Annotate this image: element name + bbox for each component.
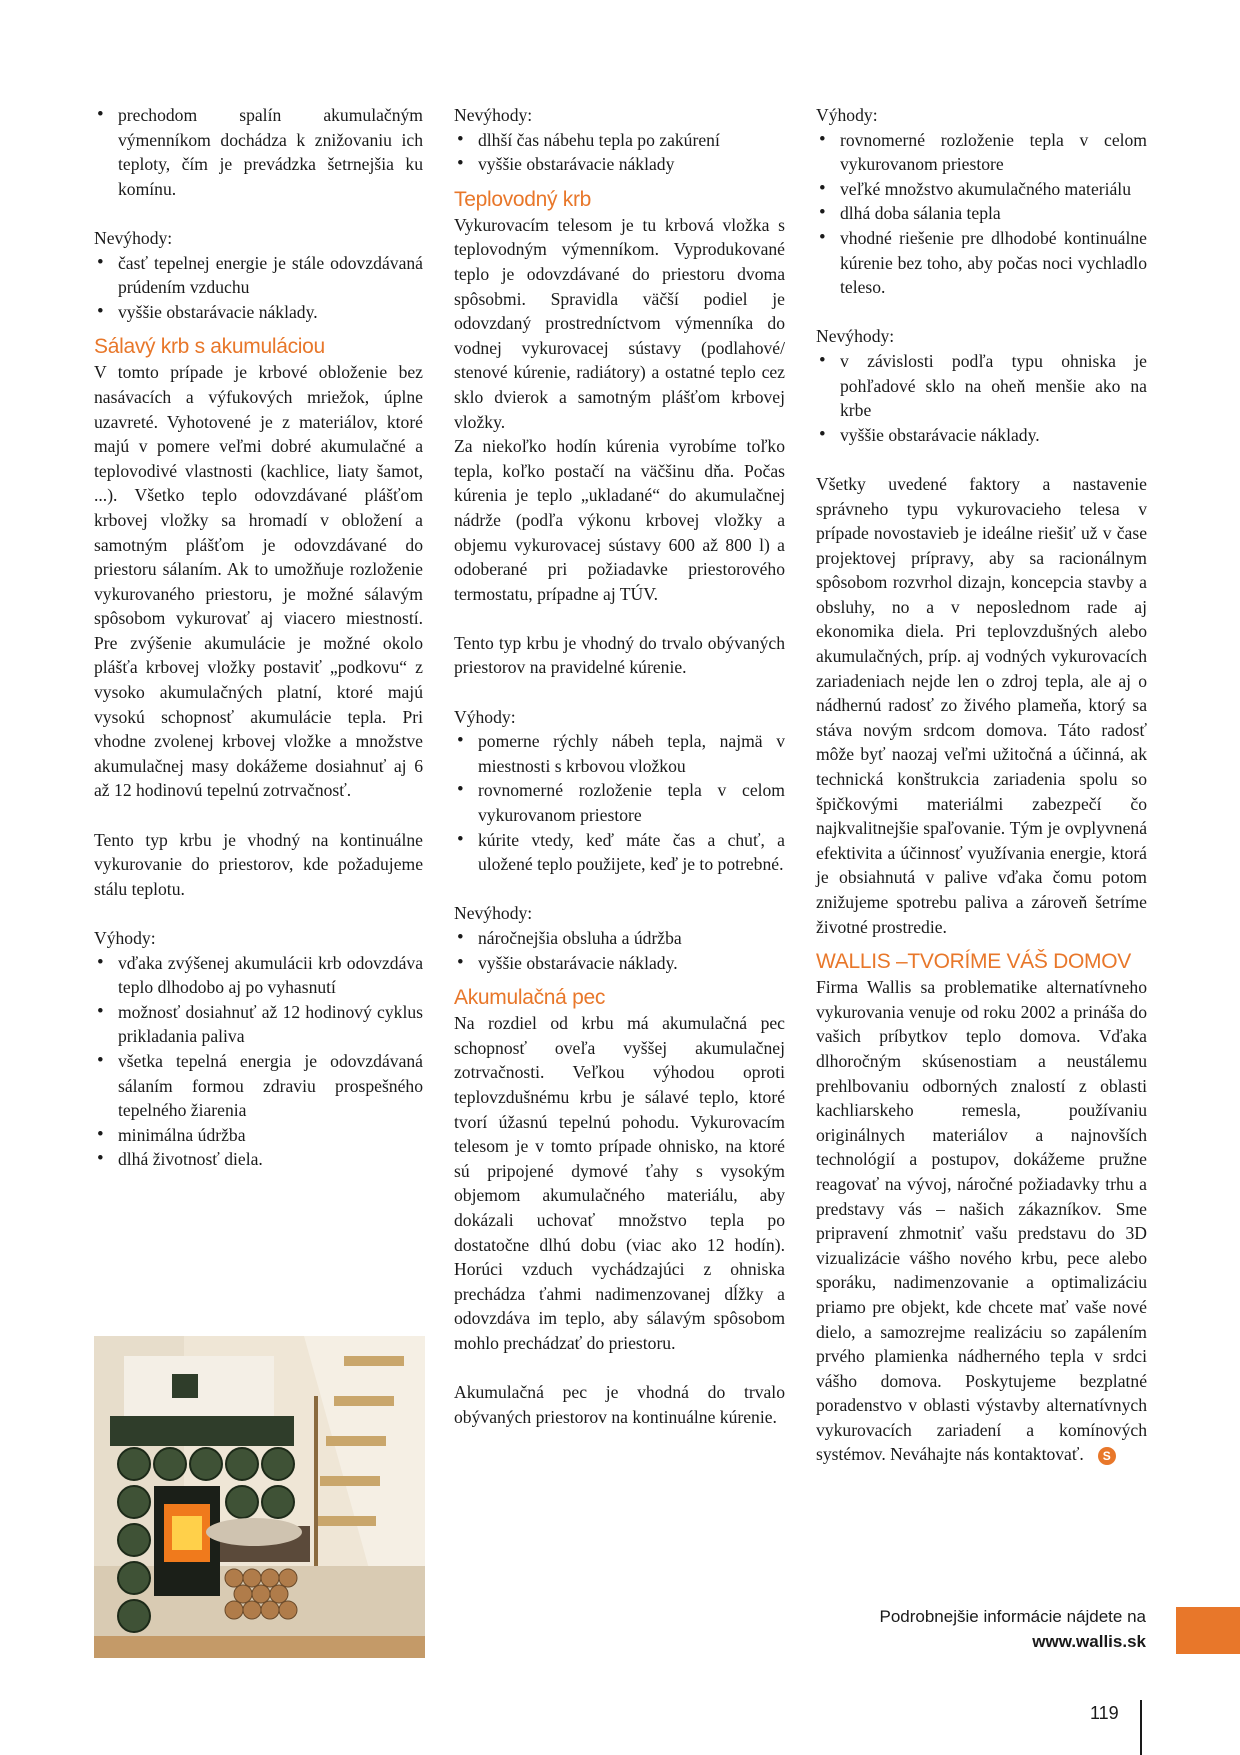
- footer-info: [820, 1604, 1146, 1654]
- nevyhody-list: [816, 349, 1147, 447]
- circle-s-icon: S: [1098, 1447, 1116, 1465]
- body-paragraph: Všetky uvedené faktory a nastavenie správneho typu vykurovacieho telesa v prípade novostavieb je ideálne riešiť už v čase projektovej prípravy, aby sa racionálnym spôsobom rozvrhol dizajn, koncepcia stavby a obsluhy, no a v neposlednom rade aj ekonomika diela. Pri teplovzdušných alebo akumulačných, príp. aj vodných vykurovacích zariadeniach nejde len o zdroj tepla, ale aj o nádhernú radosť zo živého plameňa, ktorý sa stáva novým srdcom domova. Táto radosť môže byť naozaj veľmi užitočná a účinná, ak technická konštrukcia zariadenia spolu so špičkovými materiálmi zabezpečí čo najkvalitnejšie spaľovanie. Tým je ovplyvnená efektivita a účinnosť využívania energie, ktorá je obsiahnutá v palive vďaka čomu potom znižujeme spotrebu paliva a zároveň šetríme životné prostredie.: [816, 473, 1147, 937]
- wallis-text: Firma Wallis sa problematike alternatívneho vykurovania venuje od roku 2002 a prináša do vašich príbytkov teplo domova. Vďaka dlhoročným skúsenostiam a neustálemu prehlbovaniu odborných znalostí z oblasti kachliarskeho remesla, používaniu originálnych materiálov a najnovších technológií a postupov, dokážeme pružne reagovať na vývoj, náročné požiadavky trhu a predstavy vás – našich zákazníkov. Sme pripravení zhmotniť vašu predstavu do 3D vizualizácie vášho nového krbu, pece alebo sporáku, nadimenzovanie a optimalizáciu priamo pre objekt, kde chcete mať vaše nové dielo, a samozrejme realizáciu so zapálením prvého plamienka nádherného tepla v srdci vášho domova. Poskytujeme bezplatné poradenstvo v oblasti výstavby alternatívnych vykurovacích zariadení a komínových systémov. Neváhajte nás kontaktovať.: [816, 977, 1147, 1465]
- body-paragraph: Na rozdiel od krbu má akumulačná pec schopnosť oveľa vyššej akumulačnej zotrvačnosti. Veľkou výhodou oproti teplovzdušnému krbu je sálavé teplo, ktoré tvorí úžasnú tepelnú pohodu. Vykurovacím telesom je v tomto prípade ohnisko, na ktoré sú pripojené dymové ťahy s vysokým objemom akumulačného materiálu, aby dokázali uchovať množstvo tepla po dostatočne dlhú dobu (viac ako 12 hodín). Horúci vzduch vychádzajúci z ohniska prechádza ťahmi nadimenzovanej dĺžky a odovzdáva im teplo, aby sálavým spôsobom mohlo prechádzať do priestoru.: [454, 1013, 785, 1353]
- vyhody-list: [816, 128, 1147, 300]
- section-heading: Sálavý krb s akumuláciou: [94, 335, 325, 359]
- body-paragraph: Vykurovacím telesom je tu krbová vložka s teplovodným výmenníkom. Vyprodukované teplo je odovzdávané do priestoru dvoma spôsobmi. Spravidla väčší podiel je odovzdaný prostredníctvom výmenníka do vodnej vykurovacej sústavy (podlahové/ stenové kúrenie, radiátory) a ostatné teplo cez sklo dvierok a samotným plášťom krbovej vložky.: [454, 214, 785, 432]
- nevyhody-list: [94, 251, 423, 325]
- list-item: • dlhá doba sálania tepla: [816, 201, 1147, 226]
- list-item: • vďaka zvýšenej akumulácii krb odovzdáva teplo dlhodobo aj po vyhasnutí: [94, 951, 423, 1000]
- column-2: [454, 103, 785, 1429]
- list-item: • pomerne rýchly nábeh tepla, najmä v miestnosti s krbovou vložkou: [454, 729, 785, 778]
- body-paragraph: Akumulačná pec je vhodná do trvalo obývaných priestorov na kontinuálne kúrenie.: [454, 1382, 785, 1427]
- nevyhody-label: Nevýhody:: [816, 326, 895, 347]
- vyhody-label: Výhody:: [94, 928, 156, 948]
- vyhody-list: [94, 951, 423, 1172]
- list-item: • možnosť dosiahnuť až 12 hodinový cyklus prikladania paliva: [94, 1000, 423, 1049]
- list-item: • dlhší čas nábehu tepla po zakúrení: [454, 128, 785, 153]
- column-1: [94, 103, 423, 1172]
- list-item: • vyššie obstarávacie náklady.: [454, 951, 785, 976]
- nevyhody-list: [454, 128, 785, 177]
- body-paragraph: [816, 975, 1147, 1467]
- section-heading: WALLIS –TVORÍME VÁŠ DOMOV: [816, 950, 1131, 974]
- section-heading: Akumulačná pec: [454, 986, 606, 1010]
- orange-tab: [1176, 1607, 1240, 1654]
- list-item: • vyššie obstarávacie náklady.: [94, 300, 423, 325]
- list-item: • kúrite vtedy, keď máte čas a chuť, a uložené teplo použijete, keď je to potrebné.: [454, 828, 785, 877]
- list-item: • vhodné riešenie pre dlhodobé kontinuálne kúrenie bez toho, aby počas noci vychladlo teleso.: [816, 226, 1147, 300]
- section-heading: Teplovodný krb: [454, 187, 592, 211]
- body-paragraph: V tomto prípade je krbové obloženie bez nasávacích a výfukových mriežok, úplne uzavreté. Vyhotovené je z materiálov, ktoré majú v pomere veľmi dobré akumulačné a teplovodivé vlastnosti (kachlice, liaty šamot, ...). Všetko teplo odovzdávané plášťom krbovej vložky sa hromadí v obložení a samotným plášťom je odovzdávané do priestoru sálaním. Ak to umožňuje rozloženie vykurovaného priestoru, je možné sálavým spôsobom vykurovať aj viacero miestností. Pre zvýšenie akumulácie je možné okolo plášťa krbovej vložky postaviť „podkovu“ z vysoko akumulačných platní, ktoré majú vysokú schopnosť akumulácie tepla. Pri vhodne zvolenej krbovej vložke a množstve akumulačnej masy dokážeme dosiahnuť aj 6 až 12 hodinovú tepelnú zotrvačnosť.: [94, 362, 423, 801]
- list-item: • náročnejšia obsluha a údržba: [454, 926, 785, 951]
- list-item: • vyššie obstarávacie náklady: [454, 152, 785, 177]
- body-paragraph: Tento typ krbu je vhodný na kontinuálne vykurovanie do priestorov, kde požadujeme stálu teplotu.: [94, 829, 423, 899]
- body-paragraph: Za niekoľko hodín kúrenia vyrobíme toľko tepla, koľko postačí na väčšinu dňa. Počas kúrenia je teplo „ukladané“ do akumulačnej nádrže (podľa výkonu krbovej vložky a objemu vykurovacej sústavy 600 až 800 l) a odoberané pri požiadavke priestorového termostatu, prípadne aj TÚV.: [454, 436, 785, 604]
- nevyhody-label: Nevýhody:: [454, 105, 533, 125]
- page-number: 119: [1090, 1703, 1119, 1723]
- vyhody-list: [454, 729, 785, 877]
- footer-info-text: Podrobnejšie informácie nájdete na: [879, 1607, 1146, 1626]
- vyhody-label: Výhody:: [816, 105, 878, 125]
- list-item: • prechodom spalín akumulačným výmenníkom dochádza k znižovaniu ich teploty, čím je prevádzka šetrnejšia ku komínu.: [94, 103, 423, 201]
- intro-list: [94, 103, 423, 201]
- nevyhody-label: Nevýhody:: [454, 903, 533, 924]
- list-item: • veľké množstvo akumulačného materiálu: [816, 177, 1147, 202]
- vyhody-label: Výhody:: [454, 706, 516, 727]
- nevyhody-label: Nevýhody:: [94, 227, 173, 248]
- nevyhody-list: [454, 926, 785, 975]
- tiled-stove-photo: [94, 1336, 425, 1658]
- list-item: • v závislosti podľa typu ohniska je pohľadové sklo na oheň menšie ako na krbe: [816, 349, 1147, 423]
- column-3: [816, 103, 1147, 1467]
- page-rule: [1140, 1700, 1142, 1755]
- list-item: • dlhá životnosť diela.: [94, 1147, 423, 1172]
- website-link[interactable]: www.wallis.sk: [1032, 1632, 1146, 1651]
- list-item: • všetka tepelná energia je odovzdávaná sálaním formou zdraviu prospešného tepelného žiarenia: [94, 1049, 423, 1123]
- list-item: • časť tepelnej energie je stále odovzdávaná prúdením vzduchu: [94, 251, 423, 300]
- list-item: • rovnomerné rozloženie tepla v celom vykurovanom priestore: [816, 128, 1147, 177]
- list-item: • minimálna údržba: [94, 1123, 423, 1148]
- list-item: • vyššie obstarávacie náklady.: [816, 423, 1147, 448]
- list-item: • rovnomerné rozloženie tepla v celom vykurovanom priestore: [454, 778, 785, 827]
- body-paragraph: Tento typ krbu je vhodný do trvalo obývaných priestorov na pravidelné kúrenie.: [454, 632, 785, 678]
